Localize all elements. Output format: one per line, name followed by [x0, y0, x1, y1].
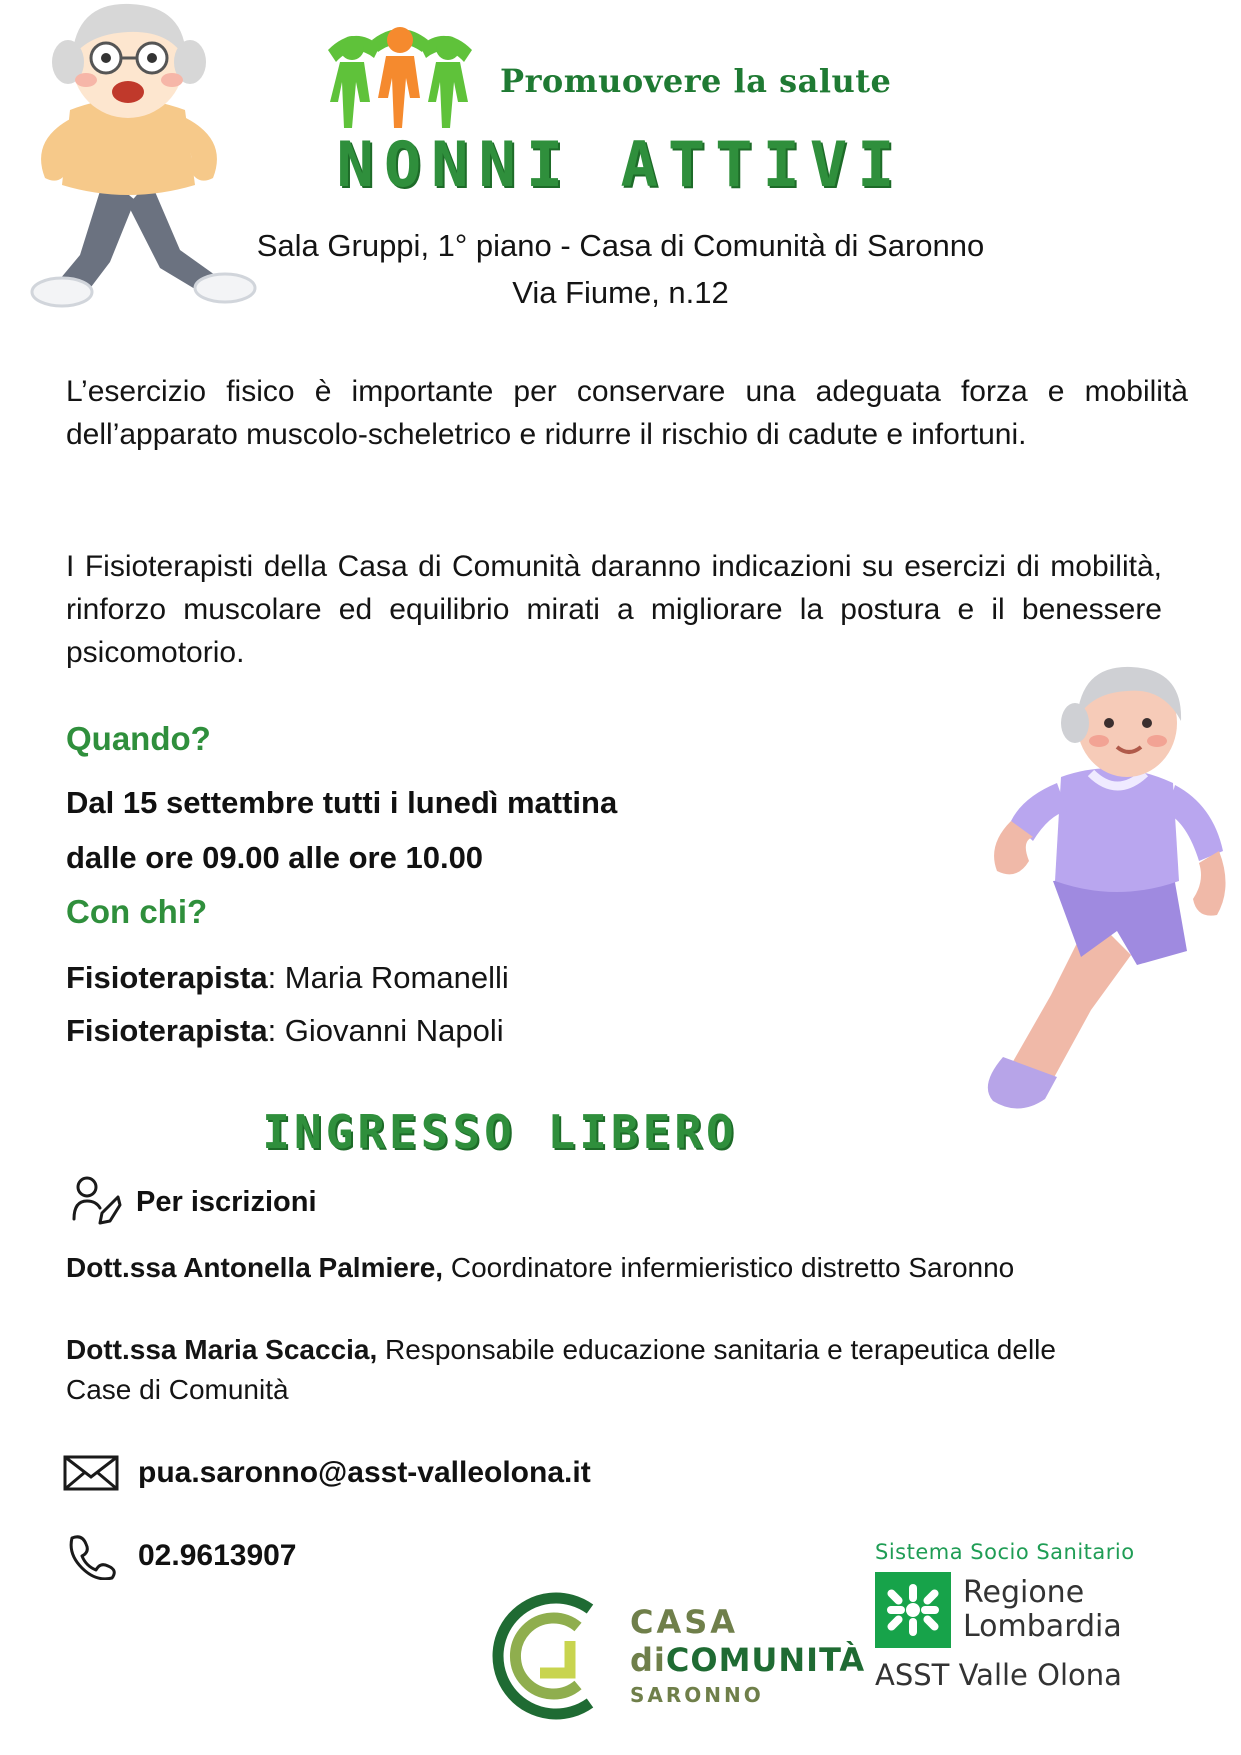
- venue-line-1: Sala Gruppi, 1° piano - Casa di Comunità di Saronno: [256, 228, 985, 263]
- phone-row[interactable]: [62, 1532, 297, 1580]
- phone-icon: [62, 1532, 120, 1580]
- staff-name: Giovanni Napoli: [284, 1013, 504, 1048]
- page-title: NONNI ATTIVI: [336, 128, 905, 201]
- sistema-socio-sanitario-label: Sistema Socio Sanitario: [875, 1540, 1135, 1564]
- venue-address: [0, 222, 1241, 316]
- staff-entry: [66, 1013, 504, 1049]
- contact-role: Coordinatore infermieristico distretto Saronno: [443, 1252, 1015, 1283]
- when-line-1: Dal 15 settembre tutti i lunedì mattina: [66, 785, 618, 820]
- regione-lombardia-name: [963, 1576, 1122, 1644]
- email-row[interactable]: [62, 1452, 591, 1494]
- cdc-city-label: SARONNO: [630, 1683, 764, 1707]
- casa-di-comunita-wordmark: [630, 1603, 865, 1707]
- free-entry-banner: INGRESSO LIBERO: [262, 1105, 738, 1159]
- registration-heading: Per iscrizioni: [136, 1185, 317, 1218]
- people-logo-icon: [320, 10, 480, 130]
- casa-di-comunita-logo: [470, 1575, 866, 1745]
- email-address: pua.saronno@asst-valleolona.it: [138, 1456, 591, 1489]
- contact-person: [66, 1248, 1096, 1288]
- staff-name: Maria Romanelli: [284, 960, 509, 995]
- casa-di-comunita-mark: [470, 1575, 620, 1735]
- staff-role: Fisioterapista: [66, 960, 268, 995]
- contact-name: Dott.ssa Antonella Palmiere,: [66, 1252, 444, 1283]
- intro-paragraph-2: I Fisioterapisti della Casa di Comunità daranno indicazioni su esercizi di mobilità, rinforzo muscolare ed equilibrio mirati a migliorare la postura e il benessere psicomotorio.: [66, 550, 1162, 669]
- cdc-comunita-label: [630, 1641, 865, 1679]
- asst-valle-olona-label: ASST Valle Olona: [875, 1658, 1122, 1692]
- contact-name: Dott.ssa Maria Scaccia,: [66, 1334, 378, 1365]
- cdc-comunita: COMUNITÀ: [665, 1641, 866, 1679]
- lombardia-rose-icon: [875, 1572, 951, 1648]
- staff-entry: [66, 960, 509, 996]
- regione-label: Regione: [963, 1575, 1085, 1610]
- when-line-2: dalle ore 09.00 alle ore 10.00: [66, 840, 484, 875]
- logo-slogan: Promuovere la salute: [500, 62, 892, 100]
- person-add-icon: [70, 1175, 122, 1229]
- phone-number: 02.9613907: [138, 1539, 297, 1572]
- cdc-di: di: [630, 1641, 666, 1679]
- regione-lombardia-logo: [875, 1540, 1215, 1740]
- venue-line-2: Via Fiume, n.12: [512, 275, 729, 310]
- running-woman-illustration: [941, 665, 1241, 1135]
- staff-separator: :: [267, 1013, 285, 1048]
- envelope-icon: [62, 1452, 120, 1494]
- staff-separator: :: [267, 960, 285, 995]
- intro-paragraph-1: L’esercizio fisico è importante per conservare una adeguata forza e mobilità dell’apparato muscolo-scheletrico e ridurre il rischio di cadute e infortuni.: [66, 375, 1188, 451]
- contact-role: Responsabile educazione sanitaria e terapeutica delle Case di Comunità: [66, 1334, 1056, 1405]
- lombardia-label: Lombardia: [963, 1609, 1122, 1644]
- cdc-casa-label: CASA: [630, 1603, 739, 1641]
- staff-role: Fisioterapista: [66, 1013, 268, 1048]
- when-heading: Quando?: [66, 720, 211, 757]
- contact-person: [66, 1330, 1096, 1410]
- regione-lombardia-mark-row: [875, 1572, 1215, 1648]
- registration-heading-row: [70, 1175, 317, 1229]
- who-heading: Con chi?: [66, 893, 208, 930]
- promuovere-la-salute-logo: [320, 10, 892, 130]
